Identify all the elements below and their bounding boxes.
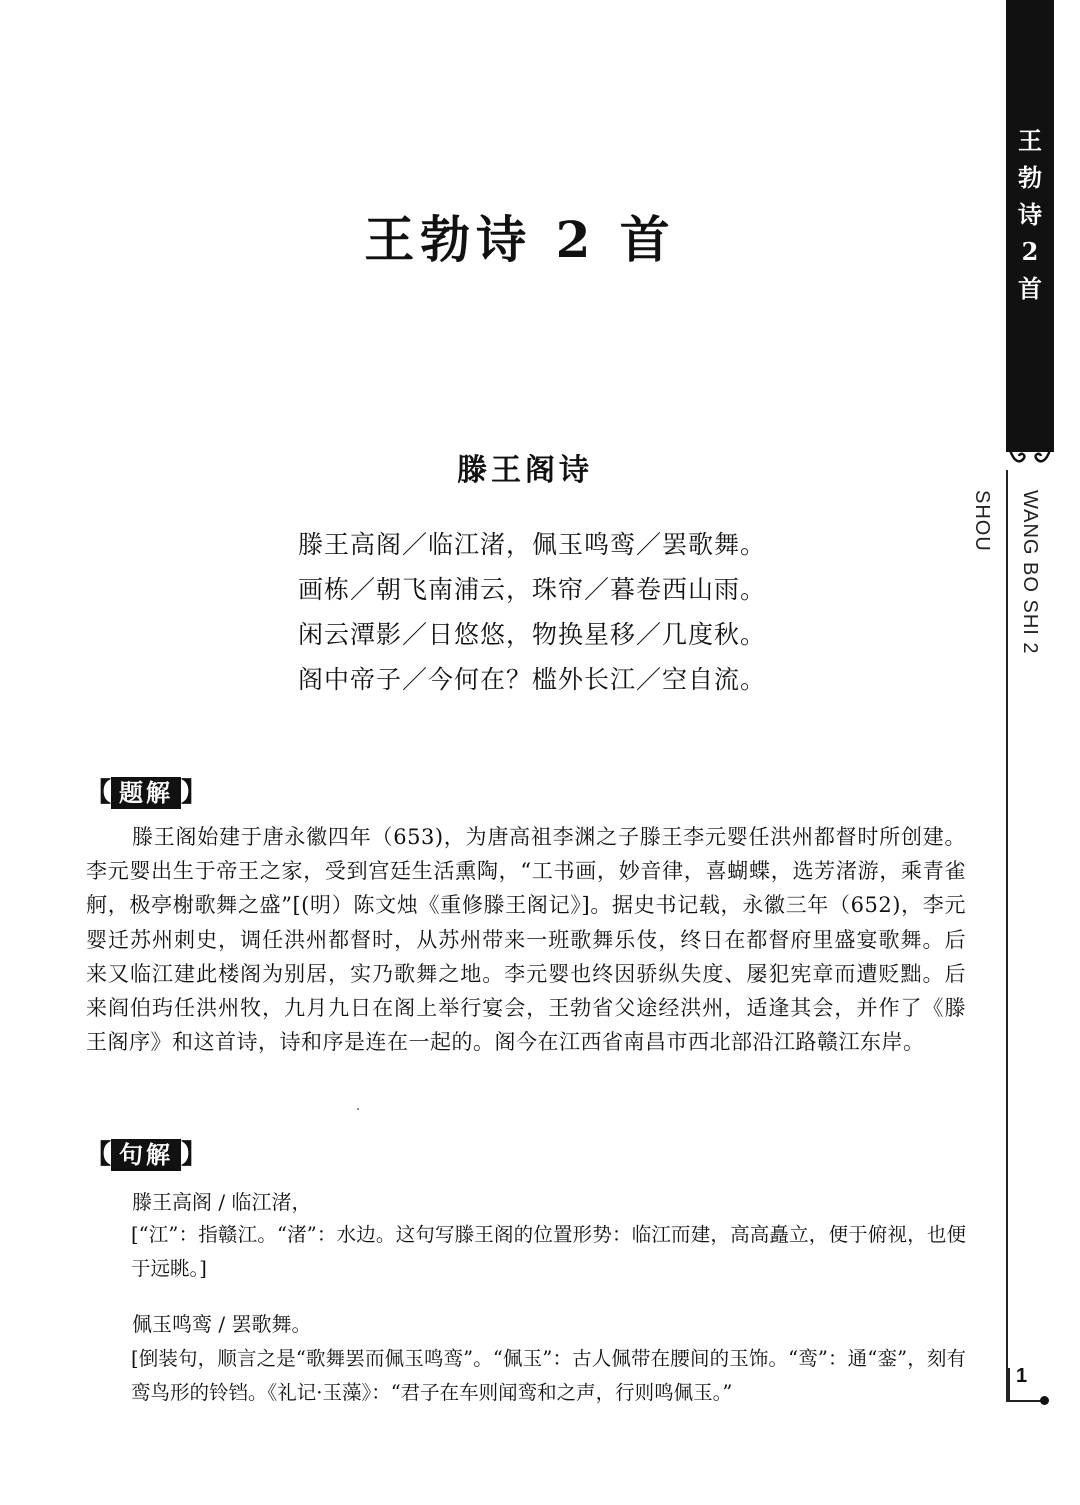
section-header-jujie [85,1138,207,1172]
poem-body [298,522,858,702]
side-title-char: 勃 [1018,163,1042,192]
bracket-open: 【 [85,1140,112,1170]
verse-note-text: [“江”：指赣江。“渚”：水边。这句写滕王阁的位置形势：临江而建，高高矗立，便于俯视，也便于远眺。] [131,1223,966,1280]
section-label: 句解 [111,1139,181,1171]
side-subtitle: WANG BO SHI 2 SHOU [971,490,1041,655]
footer-dot [1040,1396,1049,1405]
side-rule [1006,470,1008,1375]
verse-line: 佩玉鸣鸾 / 罢歌舞。 [132,1312,312,1336]
section-label: 题解 [111,777,181,809]
verse-line: 滕王高阁 / 临江渚， [132,1190,312,1214]
poem-title: 滕王阁诗 [457,453,593,488]
side-title-char: 2 [1021,237,1039,266]
bracket-open: 【 [85,778,112,808]
page-title: 王勃诗 2 首 [364,210,676,269]
bracket-close: 】 [181,1140,208,1170]
ornament-icon [1008,448,1052,472]
section-header-tijie [85,776,207,810]
page-number: 1 [1016,1365,1028,1387]
side-title-char: 首 [1018,274,1042,303]
verse-note [86,1218,966,1286]
speck [357,1108,359,1110]
poem-line: 阁中帝子／今何在？槛外长江／空自流。 [298,665,767,694]
verse-note-text: [倒装句，顺言之是“歌舞罢而佩玉鸣鸾”。“佩玉”：古人佩带在腰间的玉饰。“鸾”：通“銮”，刻有鸾鸟形的铃铛。《礼记·玉藻》：“君子在车则闻鸾和之声，行则鸣佩玉。” [131,1347,966,1404]
poem-line: 闲云潭影／日悠悠，物换星移／几度秋。 [298,620,767,649]
side-title-char: 诗 [1018,200,1042,229]
side-tab-title [1006,122,1054,307]
side-title-char: 王 [1018,126,1042,155]
page-number-bracket [1006,1368,1010,1402]
side-tab [1006,0,1054,452]
verse-note [86,1342,966,1410]
tijie-paragraph: 滕王阁始建于唐永徽四年（653)，为唐高祖李渊之子滕王李元婴任洪州都督时所创建。李元婴出生于帝王之家，受到宫廷生活熏陶，“工书画，妙音律，喜蝴蝶，选芳渚游，乘青雀舸，极亭榭歌舞之盛”[(明）陈文烛《重修滕王阁记》]。据史书记载，永徽三年（652)，李元婴迁苏州刺史，调任洪州都督时，从苏州带来一班歌舞乐伎，终日在都督府里盛宴歌舞。后来又临江建此楼阁为别居，实乃歌舞之地。李元婴也终因骄纵失度、屡犯宪章而遭贬黜。后来阎伯玙任洪州牧，九月九日在阁上举行宴会，王勃省父途经洪州，适逢其会，并作了《滕王阁序》和这首诗，诗和序是连在一起的。阁今在江西省南昌市西北部沿江路赣江东岸。 [86,825,966,1055]
poem-line: 画栋／朝飞南浦云，珠帘／暮卷西山雨。 [298,575,767,604]
poem-line: 滕王高阁／临江渚，佩玉鸣鸾／罢歌舞。 [298,530,767,559]
bracket-close: 】 [181,778,208,808]
